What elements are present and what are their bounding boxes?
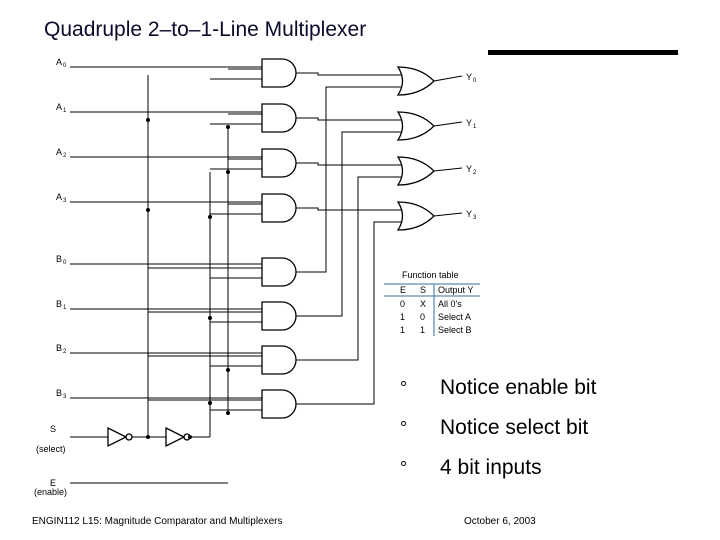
junction-dot [146,118,150,122]
footer-course: ENGIN112 L15: Magnitude Comparator and Multiplexers [32,516,283,527]
bullet-marker: ° [400,418,408,438]
function-table-cell: 0 [420,312,426,322]
or-gate [398,157,434,185]
function-table-header: S [420,285,427,295]
wire [296,73,402,75]
bullet-text: Notice select bit [440,416,589,439]
and-gate-b [262,346,296,374]
function-table-cell: X [420,299,427,309]
and-gate-b [262,302,296,330]
function-table-cell: 1 [420,325,426,335]
and-gate-a [262,149,296,177]
wire [296,208,402,210]
bullet-text: 4 bit inputs [440,456,542,479]
wire [296,163,402,165]
junction-dot [226,411,230,415]
function-table-cell: 0 [400,299,406,309]
wire [434,122,462,126]
inverter-gate [166,428,184,446]
function-table-cell: Select A [438,312,472,322]
wire [296,87,402,272]
select-sublabel: (select) [36,444,66,454]
or-gate [398,202,434,230]
inverter-gate [108,428,126,446]
output-label: $Y_1$ [466,118,477,130]
input-label-b: $B_2$ [56,343,67,355]
input-label-a: $A_3$ [56,192,67,204]
wire [434,213,462,216]
wire [296,177,402,360]
bullet-marker: ° [400,458,408,478]
junction-dot [226,125,230,129]
footer-date: October 6, 2003 [464,516,536,527]
and-gate-a [262,194,296,222]
junction-dot [226,170,230,174]
or-gate [398,67,434,95]
wire [434,168,462,171]
function-table-header: Output Y [438,285,474,295]
and-gate-b [262,390,296,418]
junction-dot [188,435,192,439]
page-title: Quadruple 2–to–1-Line Multiplexer [44,18,367,41]
and-gate-a [262,59,296,87]
function-table-cell: 1 [400,325,406,335]
input-label-b: $B_1$ [56,299,67,311]
or-gate [398,112,434,140]
junction-dot [208,215,212,219]
wire [296,222,402,404]
output-label: $Y_3$ [466,209,477,221]
enable-label: E [50,478,57,488]
input-label-b: $B_3$ [56,388,67,400]
input-label-a: $A_0$ [56,57,67,69]
inverter-bubble [126,434,132,440]
junction-dot [226,368,230,372]
input-label-a: $A_1$ [56,102,67,114]
bullet-text: Notice enable bit [440,376,597,399]
wire [434,76,462,81]
function-table-cell: 1 [400,312,406,322]
function-table-caption: Function table [402,270,459,280]
and-gate-a [262,104,296,132]
junction-dot [146,435,150,439]
junction-dot [208,316,212,320]
junction-dot [208,401,212,405]
enable-sublabel: (enable) [34,487,68,497]
function-table-cell: All 0's [438,299,462,309]
input-label-b: $B_0$ [56,254,67,266]
and-gate-b [262,258,296,286]
function-table-header: E [400,285,407,295]
select-label: S [50,424,57,434]
wire [296,132,402,316]
function-table [384,270,480,336]
output-label: $Y_0$ [466,72,477,84]
junction-dot [146,208,150,212]
function-table-cell: Select B [438,325,472,335]
gates [108,59,434,446]
wire [296,118,402,120]
output-label: $Y_2$ [466,164,477,176]
input-label-a: $A_2$ [56,147,67,159]
bullet-marker: ° [400,378,408,398]
